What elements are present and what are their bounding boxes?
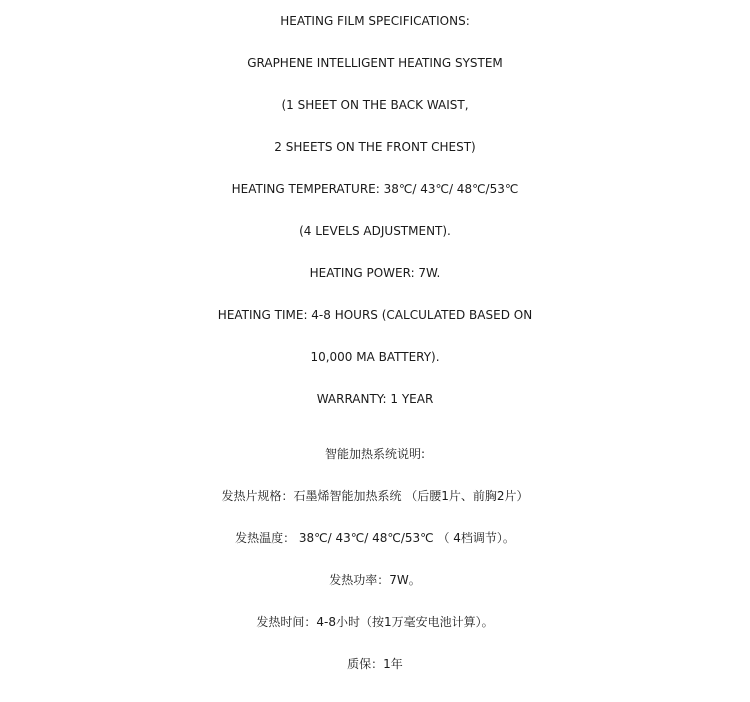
en-levels-line: (4 LEVELS ADJUSTMENT).: [299, 224, 451, 238]
en-power-line: HEATING POWER: 7W.: [309, 266, 441, 280]
cn-power-line: 发热功率：7W。: [329, 573, 421, 587]
cn-temperature-line: 发热温度： 38℃/ 43℃/ 48℃/53℃ （ 4档调节）。: [235, 531, 515, 545]
en-front-chest-line: 2 SHEETS ON THE FRONT CHEST): [274, 140, 476, 154]
chinese-specifications: [0, 433, 750, 685]
cn-warranty-line: 质保：1年: [347, 657, 403, 671]
en-warranty-line: WARRANTY: 1 YEAR: [316, 392, 434, 406]
en-temperature-line: HEATING TEMPERATURE: 38℃/ 43℃/ 48℃/53℃: [231, 182, 519, 196]
en-system-line: GRAPHENE INTELLIGENT HEATING SYSTEM: [247, 56, 503, 70]
en-time-line: HEATING TIME: 4-8 HOURS (CALCULATED BASED ON: [217, 308, 533, 322]
en-battery-line: 10,000 MA BATTERY).: [310, 350, 440, 364]
cn-heading: 智能加热系统说明:: [324, 447, 426, 461]
en-heading: HEATING FILM SPECIFICATIONS:: [280, 14, 470, 28]
cn-time-line: 发热时间：4-8小时（按1万毫安电池计算）。: [256, 615, 494, 629]
en-back-waist-line: (1 SHEET ON THE BACK WAIST,: [281, 98, 469, 112]
cn-film-spec-line: 发热片规格：石墨烯智能加热系统 （后腰1片、前胸2片）: [221, 489, 529, 503]
